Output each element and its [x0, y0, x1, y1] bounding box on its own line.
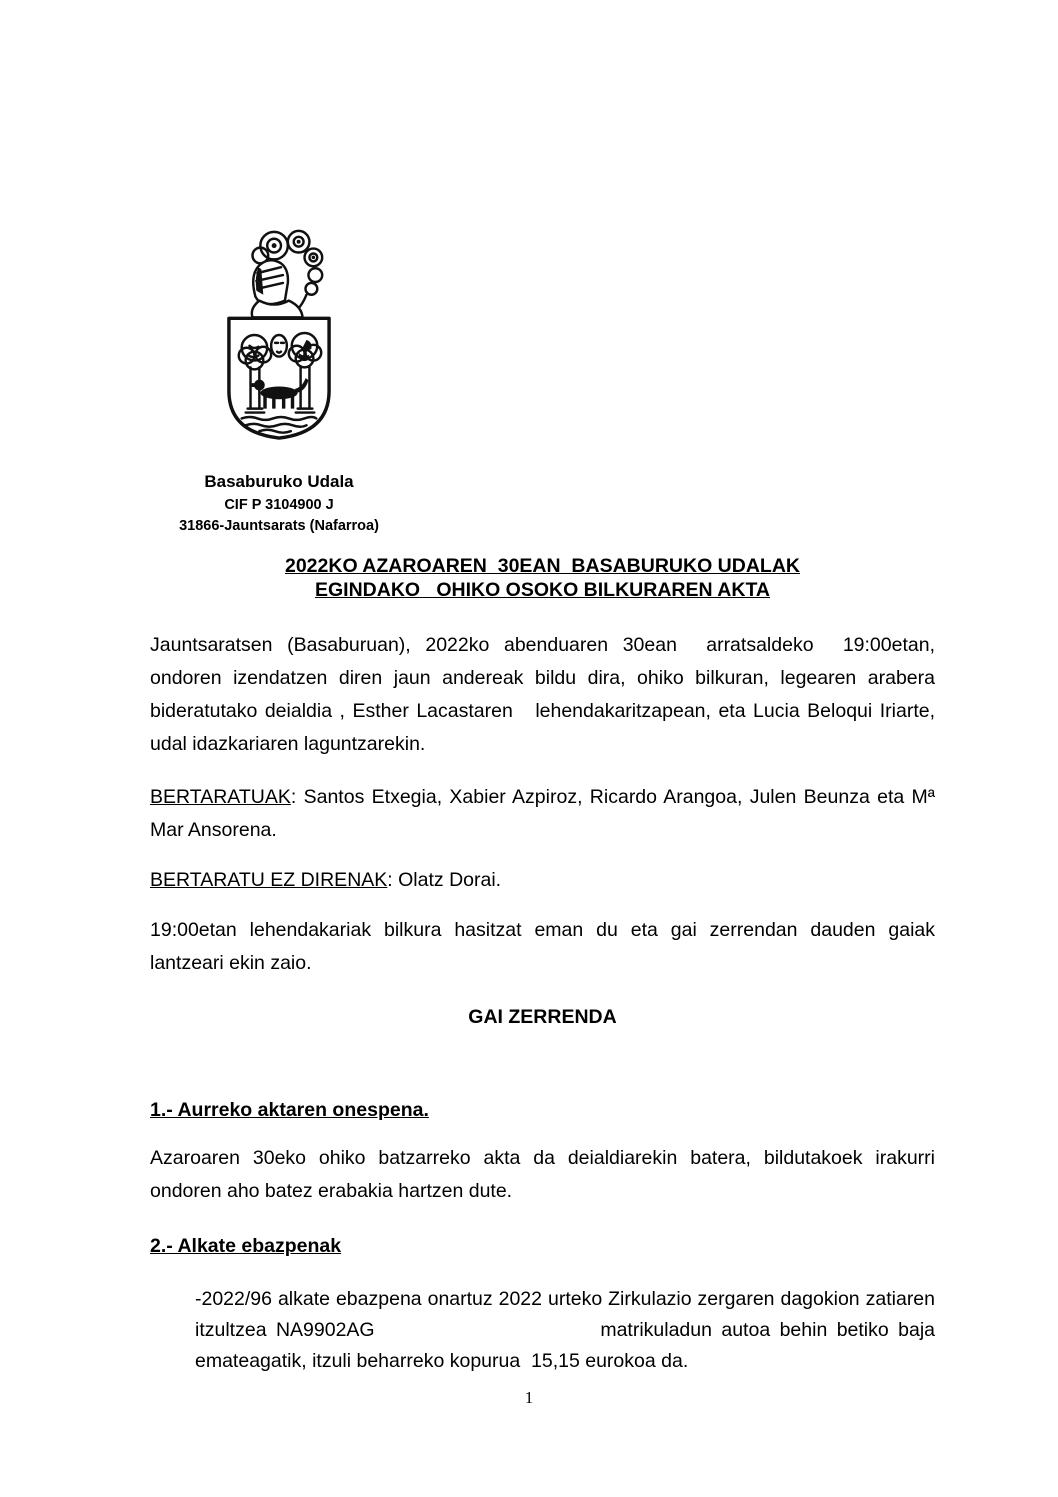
document-title-line1: 2022KO AZAROAREN 30EAN BASABURUKO UDALAK: [284, 555, 800, 577]
absent-names: : Olatz Dorai.: [387, 869, 502, 891]
attendees-label: BERTARATUAK: [150, 786, 291, 808]
section-2-resolution-item: -2022/96 alkate ebazpena onartuz 2022 urteko Zirkulazio zergaren dagokion zatiaren itzultzea NA9902AG matrikuladun autoa behin betiko baja emateagatik, itzuli beharreko kopurua 15,15 eurokoa da.: [195, 1288, 935, 1372]
attendees-paragraph: [150, 781, 935, 847]
document-title: [150, 554, 935, 602]
section-2-heading: 2.- Alkate ebazpenak: [150, 1235, 342, 1257]
absent-paragraph: [150, 864, 935, 897]
opening-paragraph: 19:00etan lehendakariak bilkura hasitzat eman du eta gai zerrendan dauden gaiak lantzeari ekin zaio.: [150, 919, 935, 974]
coat-of-arms-icon: [220, 226, 338, 442]
section-1-paragraph: Azaroaren 30eko ohiko batzarreko akta da deialdiarekin batera, bildutakoek irakurri ondoren aho batez erabakia hartzen dute.: [150, 1147, 935, 1202]
intro-paragraph: Jauntsaratsen (Basaburuan), 2022ko abenduaren 30ean arratsaldeko 19:00etan, ondoren izendatzen diren jaun andereak bildu dira, ohiko bilkuran, legearen arabera bideratutako deialdia , Esther Lacastaren lehendakaritzapean, eta Lucia Beloqui Iriarte, udal idazkariaren laguntzarekin.: [150, 634, 935, 755]
letterhead: [150, 226, 408, 534]
attendees-names: : Santos Etxegia, Xabier Azpiroz, Ricardo Arangoa, Julen Beunza eta Mª Mar Ansorena.: [150, 786, 935, 841]
agenda-heading: GAI ZERRENDA: [468, 1006, 617, 1028]
absent-label: BERTARATU EZ DIRENAK: [150, 869, 388, 891]
section-1-heading: 1.- Aurreko aktaren onespena.: [150, 1099, 429, 1121]
org-cif: CIF P 3104900 J: [224, 497, 334, 513]
document-title-line2: EGINDAKO OHIKO OSOKO BILKURAREN AKTA: [314, 579, 770, 601]
page-number: 1: [524, 1388, 534, 1407]
org-address: 31866-Jauntsarats (Nafarroa): [179, 518, 379, 534]
org-name: Basaburuko Udala: [204, 472, 354, 491]
